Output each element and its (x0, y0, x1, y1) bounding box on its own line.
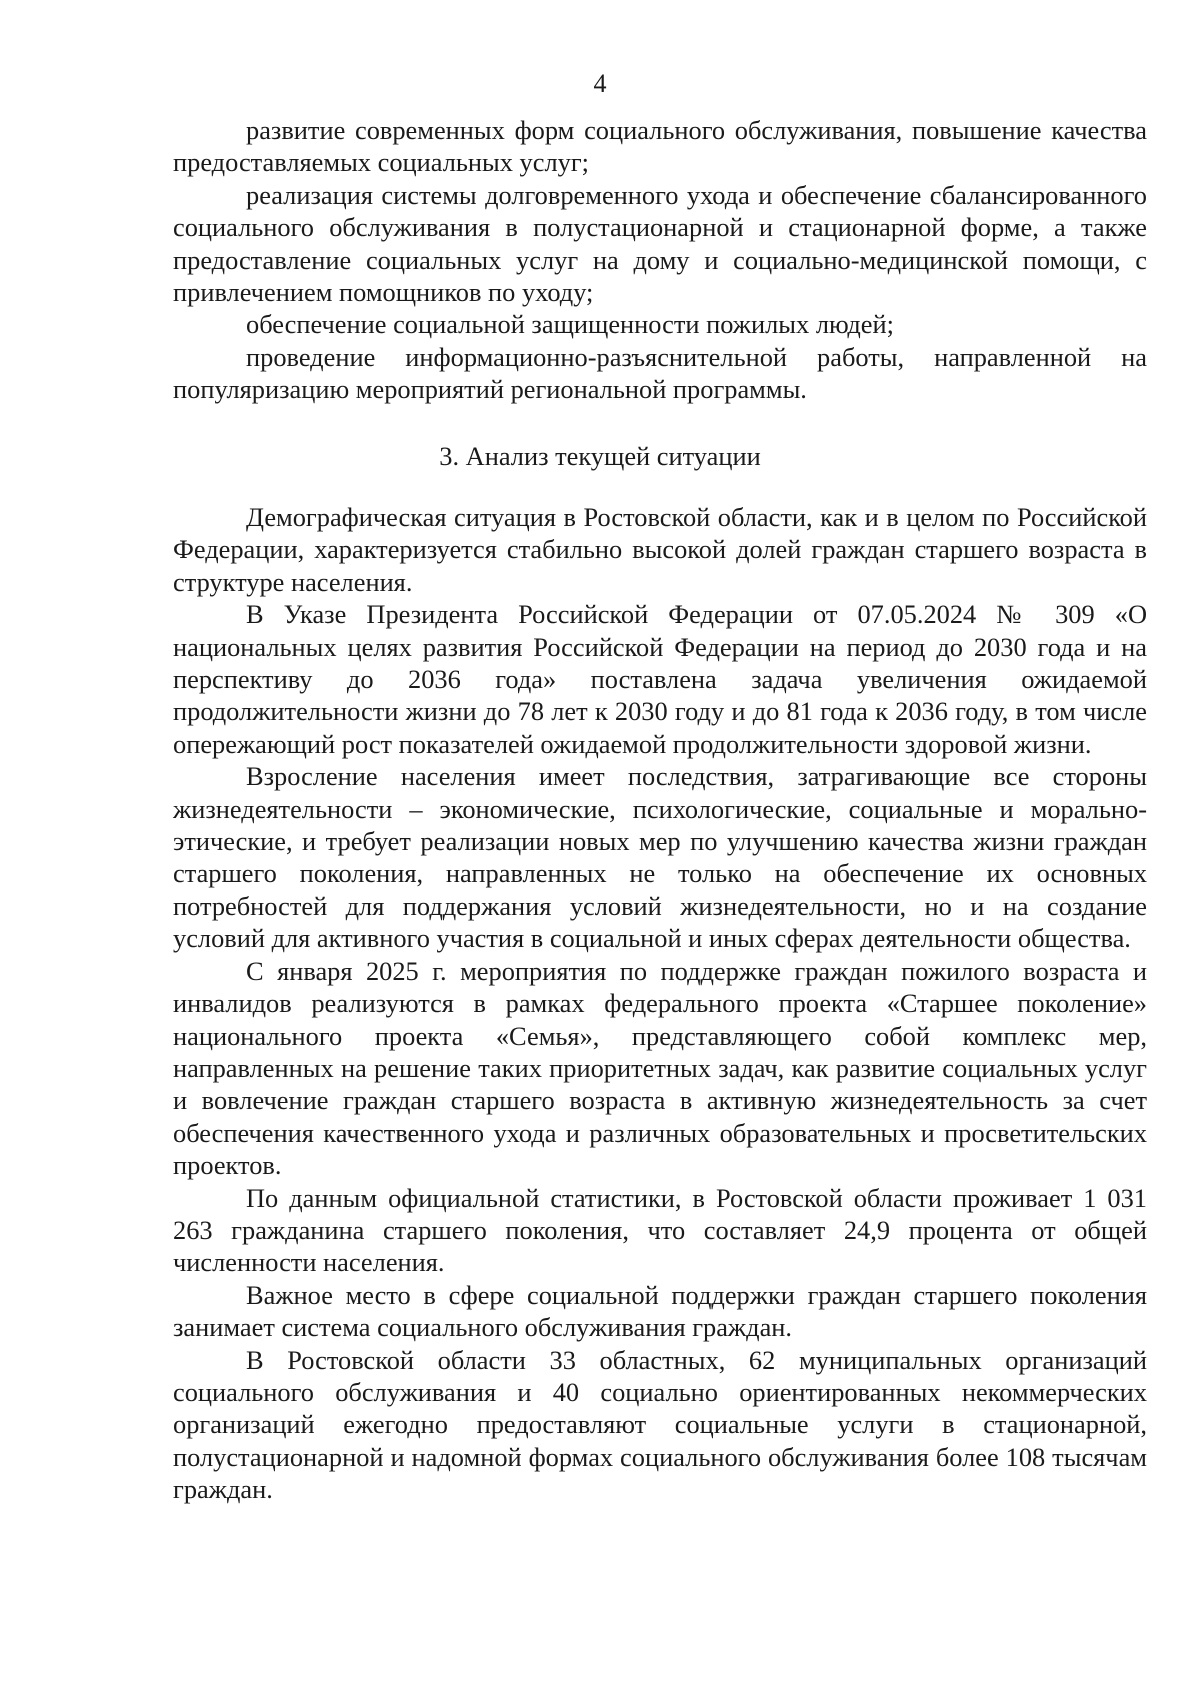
goal-item: проведение информационно-разъяснительной работы, направленной на популяризацию мероприятий региональной программы. (173, 341, 1147, 405)
body-paragraph: В Указе Президента Российской Федерации от 07.05.2024 № 309 «О национальных целях развития Российской Федерации на период до 2030 года и на перспективу до 2036 года» поставлена задача увеличения ожидаемой продолжительности жизни до 78 лет к 2030 году и до 81 года к 2036 году, в том числе опережающий рост показателей ожидаемой продолжительности здоровой жизни. (173, 599, 1147, 759)
body-paragraph: Демографическая ситуация в Ростовской области, как и в целом по Российской Федерации, характеризуется стабильно высокой долей граждан старшего возраста в структуре населения. (173, 502, 1147, 597)
section-body (173, 501, 1147, 1506)
body-paragraph: В Ростовской области 33 областных, 62 муниципальных организаций социального обслуживания и 40 социально ориентированных некоммерческих организаций ежегодно предоставляют социальные услуги в стационарной, полустационарной и надомной формах социального обслуживания более 108 тысячам граждан. (173, 1344, 1147, 1505)
body-paragraph: По данным официальной статистики, в Ростовской области проживает 1 031 263 гражданина старшего поколения, что составляет 24,9 процента от общей численности населения. (173, 1182, 1147, 1278)
body-paragraph: Взросление населения имеет последствия, затрагивающие все стороны жизнедеятельности – экономические, психологические, социальные и морально-этические, и требует реализации новых мер по улучшению качества жизни граждан старшего поколения, направленных не только на обеспечение их основных потребностей для поддержания условий жизнедеятельности, но и на создание условий для активного участия в социальной и иных сферах деятельности общества. (173, 761, 1147, 954)
body-paragraph: С января 2025 г. мероприятия по поддержке граждан пожилого возраста и инвалидов реализуются в рамках федерального проекта «Старшее поколение» национального проекта «Семья», представляющего собой комплекс мер, направленных на решение таких приоритетных задач, как развитие социальных услуг и вовлечение граждан старшего возраста в активную жизнедеятельность за счет обеспечения качественного ухода и различных образовательных и просветительских проектов. (173, 955, 1147, 1181)
goal-item: реализация системы долговременного ухода и обеспечение сбалансированного социального обслуживания в полустационарной и стационарной форме, а также предоставление социальных услуг на дому и социально-медицинской помощи, с привлечением помощников по уходу; (173, 179, 1147, 308)
section-heading: 3. Анализ текущей ситуации (439, 441, 761, 471)
page-number: 4 (593, 69, 607, 98)
goal-item: обеспечение социальной защищенности пожилых людей; (246, 309, 894, 340)
goals-list (173, 114, 1147, 406)
body-paragraph: Важное место в сфере социальной поддержки граждан старшего поколения занимает система социального обслуживания граждан. (173, 1279, 1147, 1343)
goal-item: развитие современных форм социального обслуживания, повышение качества предоставляемых социальных услуг; (173, 115, 1147, 178)
